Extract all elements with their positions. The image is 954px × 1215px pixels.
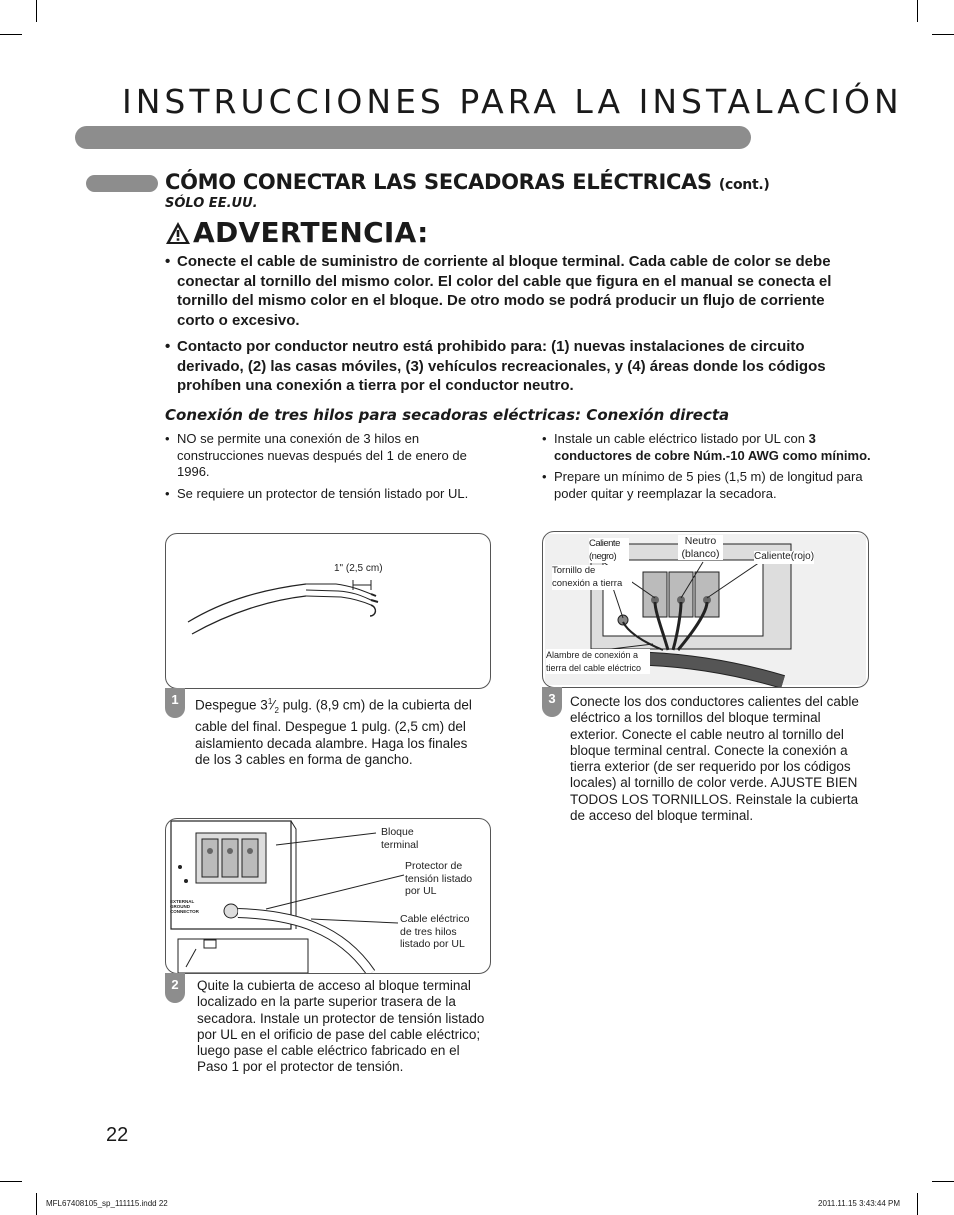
footer-timestamp: 2011.11.15 3:43:44 PM xyxy=(818,1199,900,1208)
hot-red-label: Caliente(rojo) xyxy=(754,551,815,562)
list-item xyxy=(542,431,872,464)
footer-file-info: MFL67408105_sp_111115.indd 22 xyxy=(46,1199,168,1208)
crop-mark xyxy=(36,1193,37,1215)
warning-item: • Contacto por conductor neutro está prohibido para: (1) nuevas instalaciones de circuito derivado, (2) las casas móviles, (3) vehículos recreacionales, y (4) áreas donde los códigos prohíben una conexión a tierra por el conductor neutro. xyxy=(165,337,865,396)
figure-step-3 xyxy=(542,531,869,688)
list-item: • Prepare un mínimo de 5 pies (1,5 m) de longitud para poder quitar y reemplazar la secadora. xyxy=(542,469,872,502)
stripped-cable-illustration xyxy=(166,534,490,688)
crop-mark xyxy=(932,34,954,35)
section-subheading: SÓLO EE.UU. xyxy=(165,196,258,211)
section-heading-suffix: (cont.) xyxy=(718,177,770,193)
title-bar xyxy=(75,126,751,149)
section-heading xyxy=(165,170,769,194)
crop-mark xyxy=(0,34,22,35)
cable-label: Cable eléctrico de tres hilos listado por UL xyxy=(400,913,470,950)
section-heading-text: CÓMO CONECTAR LAS SECADORAS ELÉCTRICAS xyxy=(165,170,712,194)
list-item-bold: 3 conductores de cobre Núm.-10 AWG como mínimo. xyxy=(554,431,871,463)
step-3-badge: 3 xyxy=(542,687,562,717)
warning-title xyxy=(165,216,429,249)
warning-triangle-icon xyxy=(165,221,191,245)
list-item: • NO se permite una conexión de 3 hilos en construcciones nuevas después del 1 de enero de 1996. xyxy=(165,431,490,481)
terminal-block-label: Bloque terminal xyxy=(381,826,419,851)
step-2-text: Quite la cubierta de acceso al bloque terminal localizado en la parte superior trasera de la secadora. Instale un protector de tensión listado por UL en el orificio de pase del cable eléctrico; luego pase el cable eléctrico fabricado en el Paso 1 por el protector de tensión. xyxy=(197,978,485,1075)
crop-mark xyxy=(0,1181,22,1182)
list-item-text: Instale un cable eléctrico listado por UL con xyxy=(554,431,809,446)
measure-label: 1" (2,5 cm) xyxy=(334,563,383,574)
section-pill xyxy=(86,175,158,192)
ground-wire-label: Alambre de conexión a tierra del cable eléctrico xyxy=(546,649,650,674)
crop-mark xyxy=(36,0,37,22)
step-3-text: Conecte los dos conductores calientes del cable eléctrico a los tornillos del bloque terminal exterior. Conecte el cable neutro al tornillo del bloque terminal central. Conecte la conexión a tierra exterior (de ser requerido por los códigos locales) al tornillo de color verde. AJUSTE BIEN TODOS LOS TORNILLOS. Reinstale la cubierta de acceso del bloque terminal. xyxy=(570,694,859,824)
right-bullet-list xyxy=(542,431,872,507)
step-2-badge: 2 xyxy=(165,973,185,1003)
step-1-badge: 1 xyxy=(165,688,185,718)
crop-mark xyxy=(932,1181,954,1182)
crop-mark xyxy=(917,0,918,22)
warning-title-text: ADVERTENCIA: xyxy=(193,216,429,249)
ground-connector-label: EXTERNAL GROUND CONNECTOR xyxy=(170,899,199,914)
left-bullet-list xyxy=(165,431,490,507)
page-number: 22 xyxy=(106,1124,129,1146)
step-1-text: Despegue $3^1⁄_2$ pulg. (8,9 cm) de la cubierta del cable del final. Despegue 1 pulg. (2,5 cm) del aislamiento decada alambre. Haga los finales de los 3 cables en forma de gancho. xyxy=(195,697,472,768)
warning-item: • Conecte el cable de suministro de corriente al bloque terminal. Cada cable de color se debe conectar al tornillo del mismo color. El color del cable que figura en el manual se conecta el tornillo del mismo color en el bloque. De otro modo se podrá producir un flujo de corriente corto o excesivo. xyxy=(165,252,865,330)
crop-mark xyxy=(917,1193,918,1215)
ground-screw-label: Tornillo de conexión a tierra xyxy=(552,565,632,590)
page-title: INSTRUCCIONES PARA LA INSTALACIÓN xyxy=(122,82,903,121)
warning-list xyxy=(165,252,865,403)
list-item: • Se requiere un protector de tensión listado por UL. xyxy=(165,486,490,503)
connection-heading: Conexión de tres hilos para secadoras eléctricas: Conexión directa xyxy=(165,406,730,424)
hot-black-label: Caliente (negro) xyxy=(589,538,629,563)
neutral-white-label: Neutro (blanco) xyxy=(678,535,723,560)
figure-step-1 xyxy=(165,533,491,689)
strain-relief-label: Protector de tensión listado por UL xyxy=(405,860,473,897)
figure-step-2 xyxy=(165,818,491,974)
